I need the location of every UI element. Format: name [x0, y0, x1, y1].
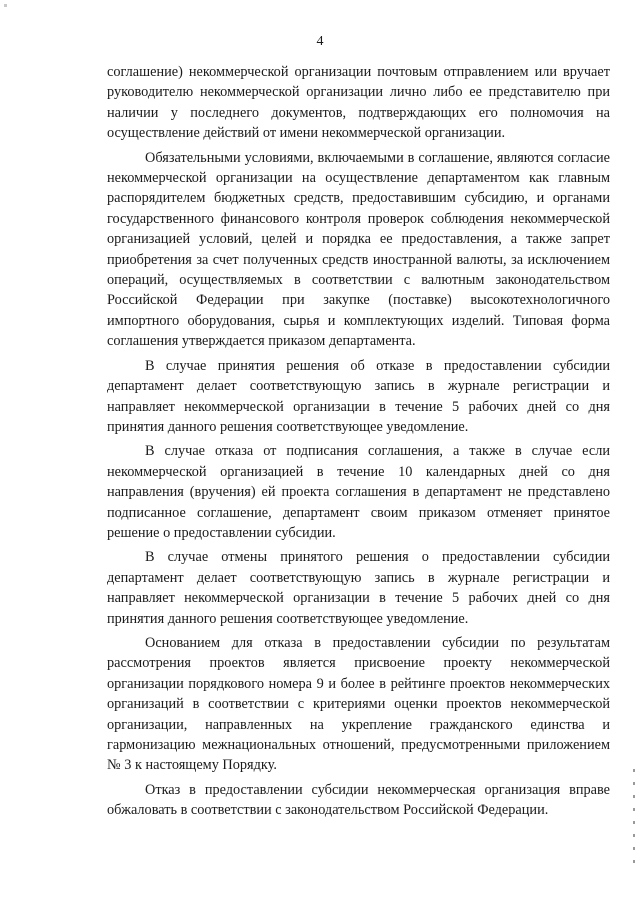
document-body [107, 62, 610, 821]
paragraph-1: соглашение) некоммерческой организации почтовым отправлением или вручает руководителю некоммерческой организации лично либо ее представителю при наличии у последнего документов, подтверждающих его полномочия на осуществление действий от имени некоммерческой организации. [107, 64, 610, 142]
scan-edge-marks [631, 769, 637, 899]
paragraph-3: В случае принятия решения об отказе в предоставлении субсидии департамент делает соответствующую запись в журнале регистрации и направляет некоммерческой организации в течение 5 рабочих дней со дня принятия данного решения соответствующее уведомление. [107, 357, 610, 435]
paragraph-6: Основанием для отказа в предоставлении субсидии по результатам рассмотрения проектов является присвоение проекту некоммерческой организации порядкового номера 9 и более в рейтинге проектов некоммерческих организаций в соответствии с критериями оценки проектов некоммерческой организации, направленных на укрепление гражданского единства и гармонизацию межнациональных отношений, предусмотренными приложением № 3 к настоящему Порядку. [107, 634, 610, 774]
scan-speck [4, 4, 7, 7]
paragraph-2: Обязательными условиями, включаемыми в соглашение, являются согласие некоммерческой организации на осуществление департаментом как главным распорядителем бюджетных средств, предоставившим субсидию, и органами государственного финансового контроля проверок соблюдения некоммерческой организацией условий, целей и порядка ее предоставления, а также запрет приобретения за счет полученных средств иностранной валюты, за исключением операций, осуществляемых в соответствии с валютным законодательством Российской Федерации при закупке (поставке) высокотехнологичного импортного оборудования, сырья и комплектующих изделий. Типовая форма соглашения утверждается приказом департамента. [107, 149, 610, 350]
page-number: 4 [316, 34, 324, 49]
paragraph-4: В случае отказа от подписания соглашения, а также в случае если некоммерческой организацией в течение 10 календарных дней со дня направления (вручения) ей проекта соглашения в департамент не представлено подписанное соглашение, департамент своим приказом отменяет принятое решение о предоставлении субсидии. [107, 443, 610, 541]
paragraph-5: В случае отмены принятого решения о предоставлении субсидии департамент делает соответствующую запись в журнале регистрации и направляет некоммерческой организации в течение 5 рабочих дней со дня принятия данного решения соответствующее уведомление. [107, 549, 610, 627]
paragraph-7: Отказ в предоставлении субсидии некоммерческая организация вправе обжаловать в соответствии с законодательством Российской Федерации. [107, 781, 610, 819]
